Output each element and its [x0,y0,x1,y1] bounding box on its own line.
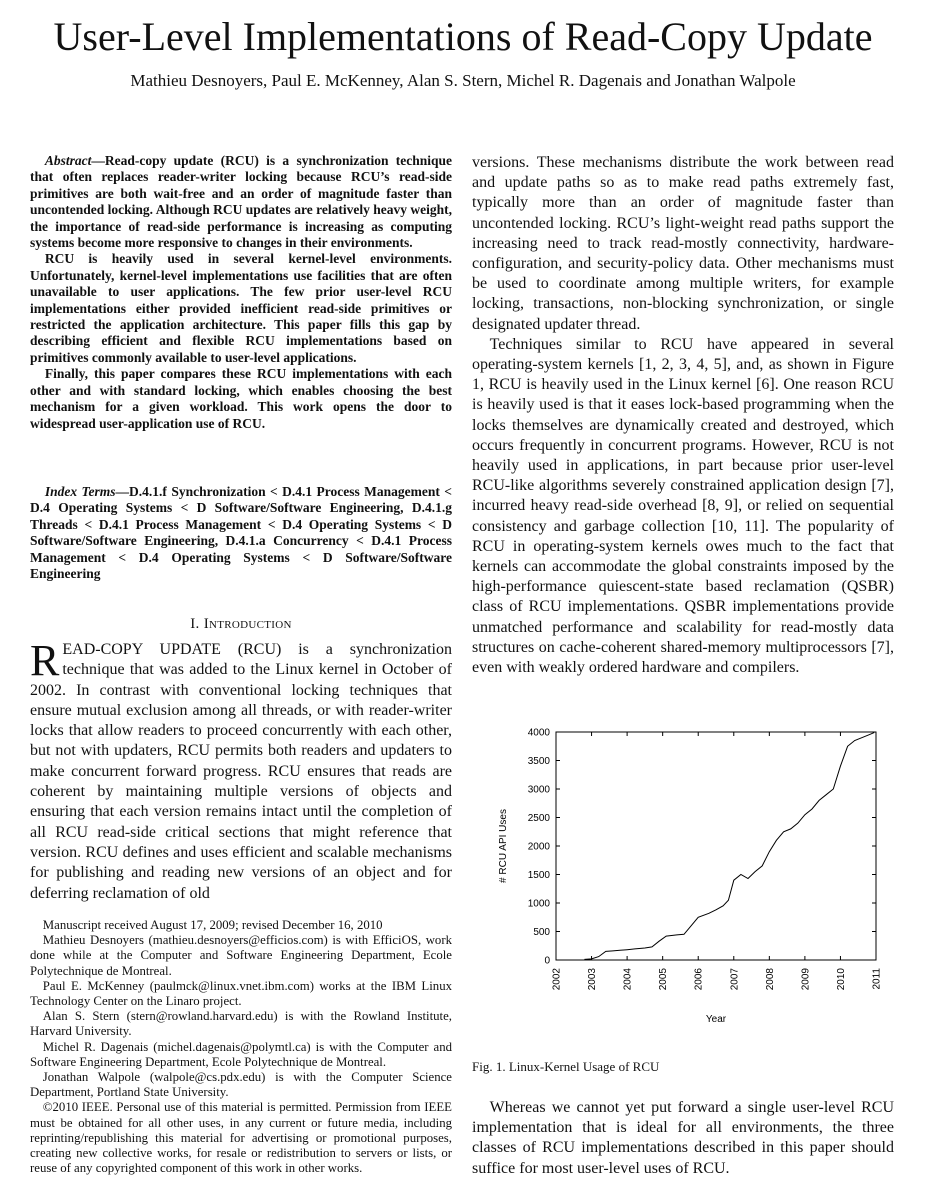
author-list: Mathieu Desnoyers, Paul E. McKenney, Alan S. Stern, Michel R. Dagenais and Jonathan Walpole [130,71,796,90]
y-tick-label: 2500 [527,813,550,824]
y-tick-label: 0 [544,955,550,967]
body-text [472,153,894,678]
index-terms-label: Index Terms [44,484,116,499]
section-heading: I. Introduction [190,616,292,632]
x-tick-label: 2009 [800,968,812,991]
copyright-notice: ©2010 IEEE. Personal use of this material is permitted. Permission from IEEE must be obtained for all other uses, in any current or future media, including reprinting/republishing this material for advertising or promotional purposes, creating new collective works, for resale or redistribution to servers or lists, or reuse of any copyrighted component of this work in other works. [30,1100,452,1176]
y-tick-label: 2000 [527,841,550,853]
drop-cap: R [30,636,60,685]
abstract [30,153,452,432]
x-tick-label: 2005 [658,968,670,991]
x-tick-label: 2003 [587,968,599,991]
x-tick-label: 2011 [871,968,883,990]
x-tick-label: 2008 [764,968,776,991]
footnote: Michel R. Dagenais (michel.dagenais@polymtl.ca) is with the Computer and Software Engineering Department, Ecole Polytechnique de Montreal. [30,1039,452,1069]
y-tick-label: 1000 [527,898,550,910]
y-tick-label: 4000 [527,727,550,739]
footnotes [30,918,452,1176]
abstract-paragraph: Abstract—Read-copy update (RCU) is a synchronization technique that often replaces reader-writer locking because RCU’s read-side primitives are both wait-free and an order of magnitude faster than uncontended locking. Although RCU updates are relatively heavy weight, the importance of read-side performance is increasing as computing systems become more responsive to changes in their environments. [30,153,452,251]
abstract-paragraph: Finally, this paper compares these RCU implementations with each other and with standard locking, which enables choosing the best mechanism for a given workload. This work opens the door to widespread user-application use of RCU. [30,366,452,431]
rcu-usage-chart [492,718,892,1053]
introduction-text: READ-COPY UPDATE (RCU) is a synchronization technique that was added to the Linux kernel in October of 2002. In contrast with conventional locking techniques that ensure mutual exclusion among all threads, or with reader-writer locks that allow readers to proceed concurrently with each other, but not with updaters, RCU permits both readers and updaters to make concurrent forward progress. RCU ensures that reads are coherent by maintaining multiple versions of objects and ensuring that each version remains intact until the completion of all RCU read-side critical sections that might reference that version. RCU defines and uses efficient and scalable mechanisms for publishing and reading new versions of an object and for deferring reclamation of old [30,636,452,902]
abstract-paragraph: RCU is heavily used in several kernel-level environments. Unfortunately, kernel-level implementations use facilities that are often unavailable to user applications. The few prior user-level RCU implementations either provided inefficient read-side primitives or restricted the application architecture. This paper fills this gap by describing efficient and flexible RCU implementations based on primitives commonly available to user-level applications. [30,251,452,365]
figure-caption: Fig. 1. Linux-Kernel Usage of RCU [472,1059,660,1074]
series-line [584,733,874,960]
y-tick-label: 500 [533,927,550,938]
footnote: Mathieu Desnoyers (mathieu.desnoyers@efficios.com) is with EfficiOS, work done while at the Computer and Software Engineering Department, Ecole Polytechnique de Montreal. [30,933,452,978]
x-tick-label: 2007 [729,968,741,991]
plot-frame [556,732,876,960]
footnote: Manuscript received August 17, 2009; revised December 16, 2010 [42,918,383,932]
paper-title: User-Level Implementations of Read-Copy Update [53,14,873,59]
y-tick-label: 3000 [527,784,550,796]
y-tick-label: 1500 [527,870,550,881]
x-tick-label: 2010 [835,968,847,991]
x-tick-label: 2004 [622,968,634,991]
paragraph: Techniques similar to RCU have appeared in several operating-system kernels [1, 2, 3, 4, 5], and, as shown in Figure 1, RCU is heavily used in the Linux kernel [6]. One reason RCU is heavily used is that it eases lock-based programming when the locks themselves are dynamically created and destroyed, which occurs frequently in concurrent programs. However, RCU is not heavily used in applications, in part because prior user-level RCU-like algorithms severely constrained application design [7], incurred heavy read-side overhead [8, 9], or relied on sequential consistency and garbage collection [10, 11]. The popularity of RCU in operating-system kernels owes much to the fact that kernels can accommodate the global constraints imposed by the high-performance quiescent-state based reclamation (QSBR) class of RCU implementations. QSBR implementations provide unmatched performance and scalability for read-mostly data structures on cache-coherent shared-memory multiprocessors [7], even with weakly ordered hardware and compilers. [472,335,894,677]
x-tick-label: 2006 [693,968,705,991]
footnote: Jonathan Walpole (walpole@cs.pdx.edu) is with the Computer Science Department, Portland State University. [30,1070,452,1100]
x-axis-label: Year [705,1014,727,1025]
x-tick-label: 2002 [551,968,563,991]
index-terms: Index Terms—D.4.1.f Synchronization < D.4.1 Process Management < D.4 Operating Systems < D Software/Software Engineering, D.4.1.g Threads < D.4.1 Process Management < D.4 Operating Systems < D Software/Software Engineering, D.4.1.a Concurrency < D.4.1 Process Management < D.4 Operating Systems < D Software/Software Engineering [30,484,453,582]
y-tick-label: 3500 [527,756,550,767]
y-axis-label: # RCU API Uses [498,809,509,883]
paragraph: Whereas we cannot yet put forward a single user-level RCU implementation that is ideal for all environments, the three classes of RCU implementations described in this paper should suffice for most user-level uses of RCU. [472,1099,894,1177]
abstract-label: Abstract [44,153,92,168]
footnote: Paul E. McKenney (paulmck@linux.vnet.ibm.com) works at the IBM Linux Technology Center on the Linaro project. [30,978,452,1009]
paragraph: versions. These mechanisms distribute the work between read and update paths so as to make read paths extremely fast, typically more than an order of magnitude faster than uncontended locking. RCU’s light-weight read paths support the increasing need to track read-mostly connectivity, hardware-configuration, and security-policy data. Other mechanisms must be used to coordinate among multiple writers, for example locking, transactions, non-blocking synchronization, or single designated updater thread. [472,154,894,333]
footnote: Alan S. Stern (stern@rowland.harvard.edu) is with the Rowland Institute, Harvard University. [30,1009,452,1039]
